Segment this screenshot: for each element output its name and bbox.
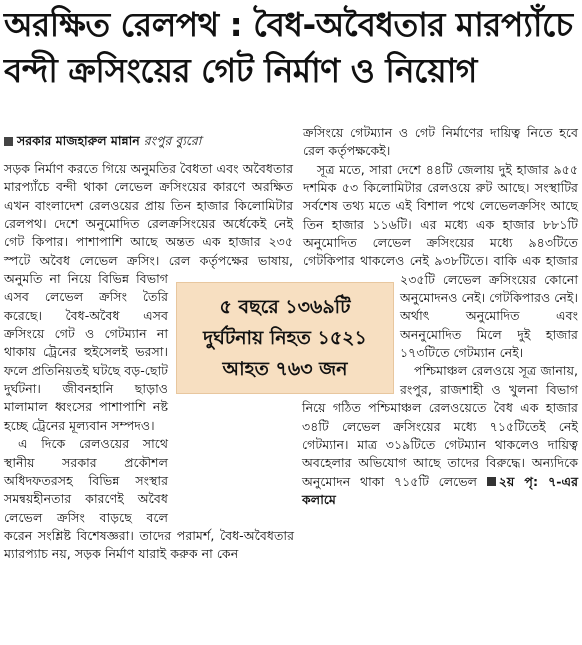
byline	[4, 132, 294, 149]
callout-line-3: আহত ৭৬৩ জন	[222, 357, 348, 380]
right-paragraph-2: সূত্র মতে, সারা দেশে ৪৪টি জেলায় দুই হাজার ৯৫৫ দশমিক ৫৩ কিলোমিটার রেলওয়ে রুট আছে। সংস্থাটির সর্বশেষ তথ্য মতে এই বিশাল পথে লেভেলক্রসিং আছে তিন হাজার ১১৬টি। এর মধ্যে এক হাজার ৮৮১টি অনুমোদিত লেভেল ক্রসিংয়ের মধ্যে ৯৪৩টিতে গেটকিপার থাকলেও নেই ৯৩৮টিতে। বাকি এক হাজার ২৩৫টি লেভেল ক্রসিংয়ের কোনো অনুমোদনও নেই। গেটকিপারও নেই। অর্থাৎ অনুমোদিত এবং অননুমোদিত মিলে দুই হাজার ১৭৩টিতে গেটম্যান নেই।	[303, 161, 578, 361]
headline	[4, 2, 578, 94]
bullet-square-icon	[4, 137, 13, 146]
headline-line-2: বন্দী ক্রসিংয়ের গেট নির্মাণ ও নিয়োগ	[4, 51, 477, 90]
right-paragraph-1: ক্রসিংয়ে গেটম্যান ও গেট নির্মাণের দায়িত্ব নিতে হবে রেল কর্তৃপক্ষকেই।	[303, 125, 578, 159]
callout-line-2: দুর্ঘটনায় নিহত ১৫২১	[203, 326, 367, 349]
left-paragraph-1: সড়ক নির্মাণ করতে গিয়ে অনুমতির বৈধতা এবং অবৈধতার মারপ্যাঁচে বন্দী থাকা লেভেল ক্রসিংয়ের কারণে অরক্ষিত এখন বাংলাদেশ রেলওয়ের প্রায় তিন হাজার কিলোমিটার রেলপথ। দেশে অনুমোদিত রেলক্রসিংয়ের অর্ধেকেই নেই গেট কিপার। পাশাপাশি আছে অন্তত এক হাজার ২৩৫ স্পটে অবৈধ লেভেল ক্রসিং। রেল কর্তৃপক্ষের ভাষায়, অনুমতি না নিয়ে বিভিন্ন বিভাগ এসব লেভেল ক্রসিং তৈরি করেছে। বৈধ-অবৈধ এসব ক্রসিংয়ে গেট ও গেটম্যান না থাকায় ট্রেনের হুইসেলই ভরসা। ফলে প্রতিনিয়তই ঘটছে বড়-ছোট দুর্ঘটনা। জীবনহানি ছাড়াও মালামাল ধ্বংসের পাশাপাশি নষ্ট হচ্ছে ট্রেনের মূল্যবান সম্পদও।	[4, 161, 293, 433]
callout-line-1: ৫ বছরে ১৩৬৯টি	[219, 295, 351, 318]
highlight-callout	[176, 282, 394, 394]
right-paragraph-3-text: পশ্চিমাঞ্চল রেলওয়ে সূত্র জানায়, রংপুর, রাজশাহী ও খুলনা বিভাগ নিয়ে গঠিত পশ্চিমাঞ্চল রেলওয়েতে বৈধ এক হাজার ৩৪টি লেভেল ক্রসিংয়ের মধ্যে ৭১৫টিতেই নেই গেটম্যান। মাত্র ৩১৯টিতে গেটম্যান থাকলেও দায়িত্ব অবহেলার অভিযোগ আছে তাদের বিরুদ্ধে। অন্যদিকে অনুমোদন থাকা ৭১৫টি লেভেল	[302, 363, 578, 489]
jump-square-icon	[487, 477, 496, 486]
left-paragraph-2: এ দিকে রেলওয়ের সাথে স্থানীয় সরকার প্রকৌশল অধিদফতরসহ বিভিন্ন সংস্থার সমন্বয়হীনতার কারণেই অবৈধ লেভেল ক্রসিং বাড়ছে বলে করেন সংশ্লিষ্ট বিশেষজ্ঞরা। তাদের পরামর্শ, বৈধ-অবৈধতার ম্যারপ্যাচ নয়, সড়ক নির্মাণ যারাই করুক না কেন	[4, 436, 294, 562]
byline-bureau: রংপুর ব্যুরো	[143, 133, 202, 148]
headline-line-1: অরক্ষিত রেলপথ : বৈধ-অবৈধতার মারপ্যাঁচে	[4, 5, 573, 44]
jump-label: ২য় পৃ: ৭-এর কলামে	[302, 473, 578, 507]
byline-author: সরকার মাজহারুল মান্নান	[17, 133, 140, 148]
